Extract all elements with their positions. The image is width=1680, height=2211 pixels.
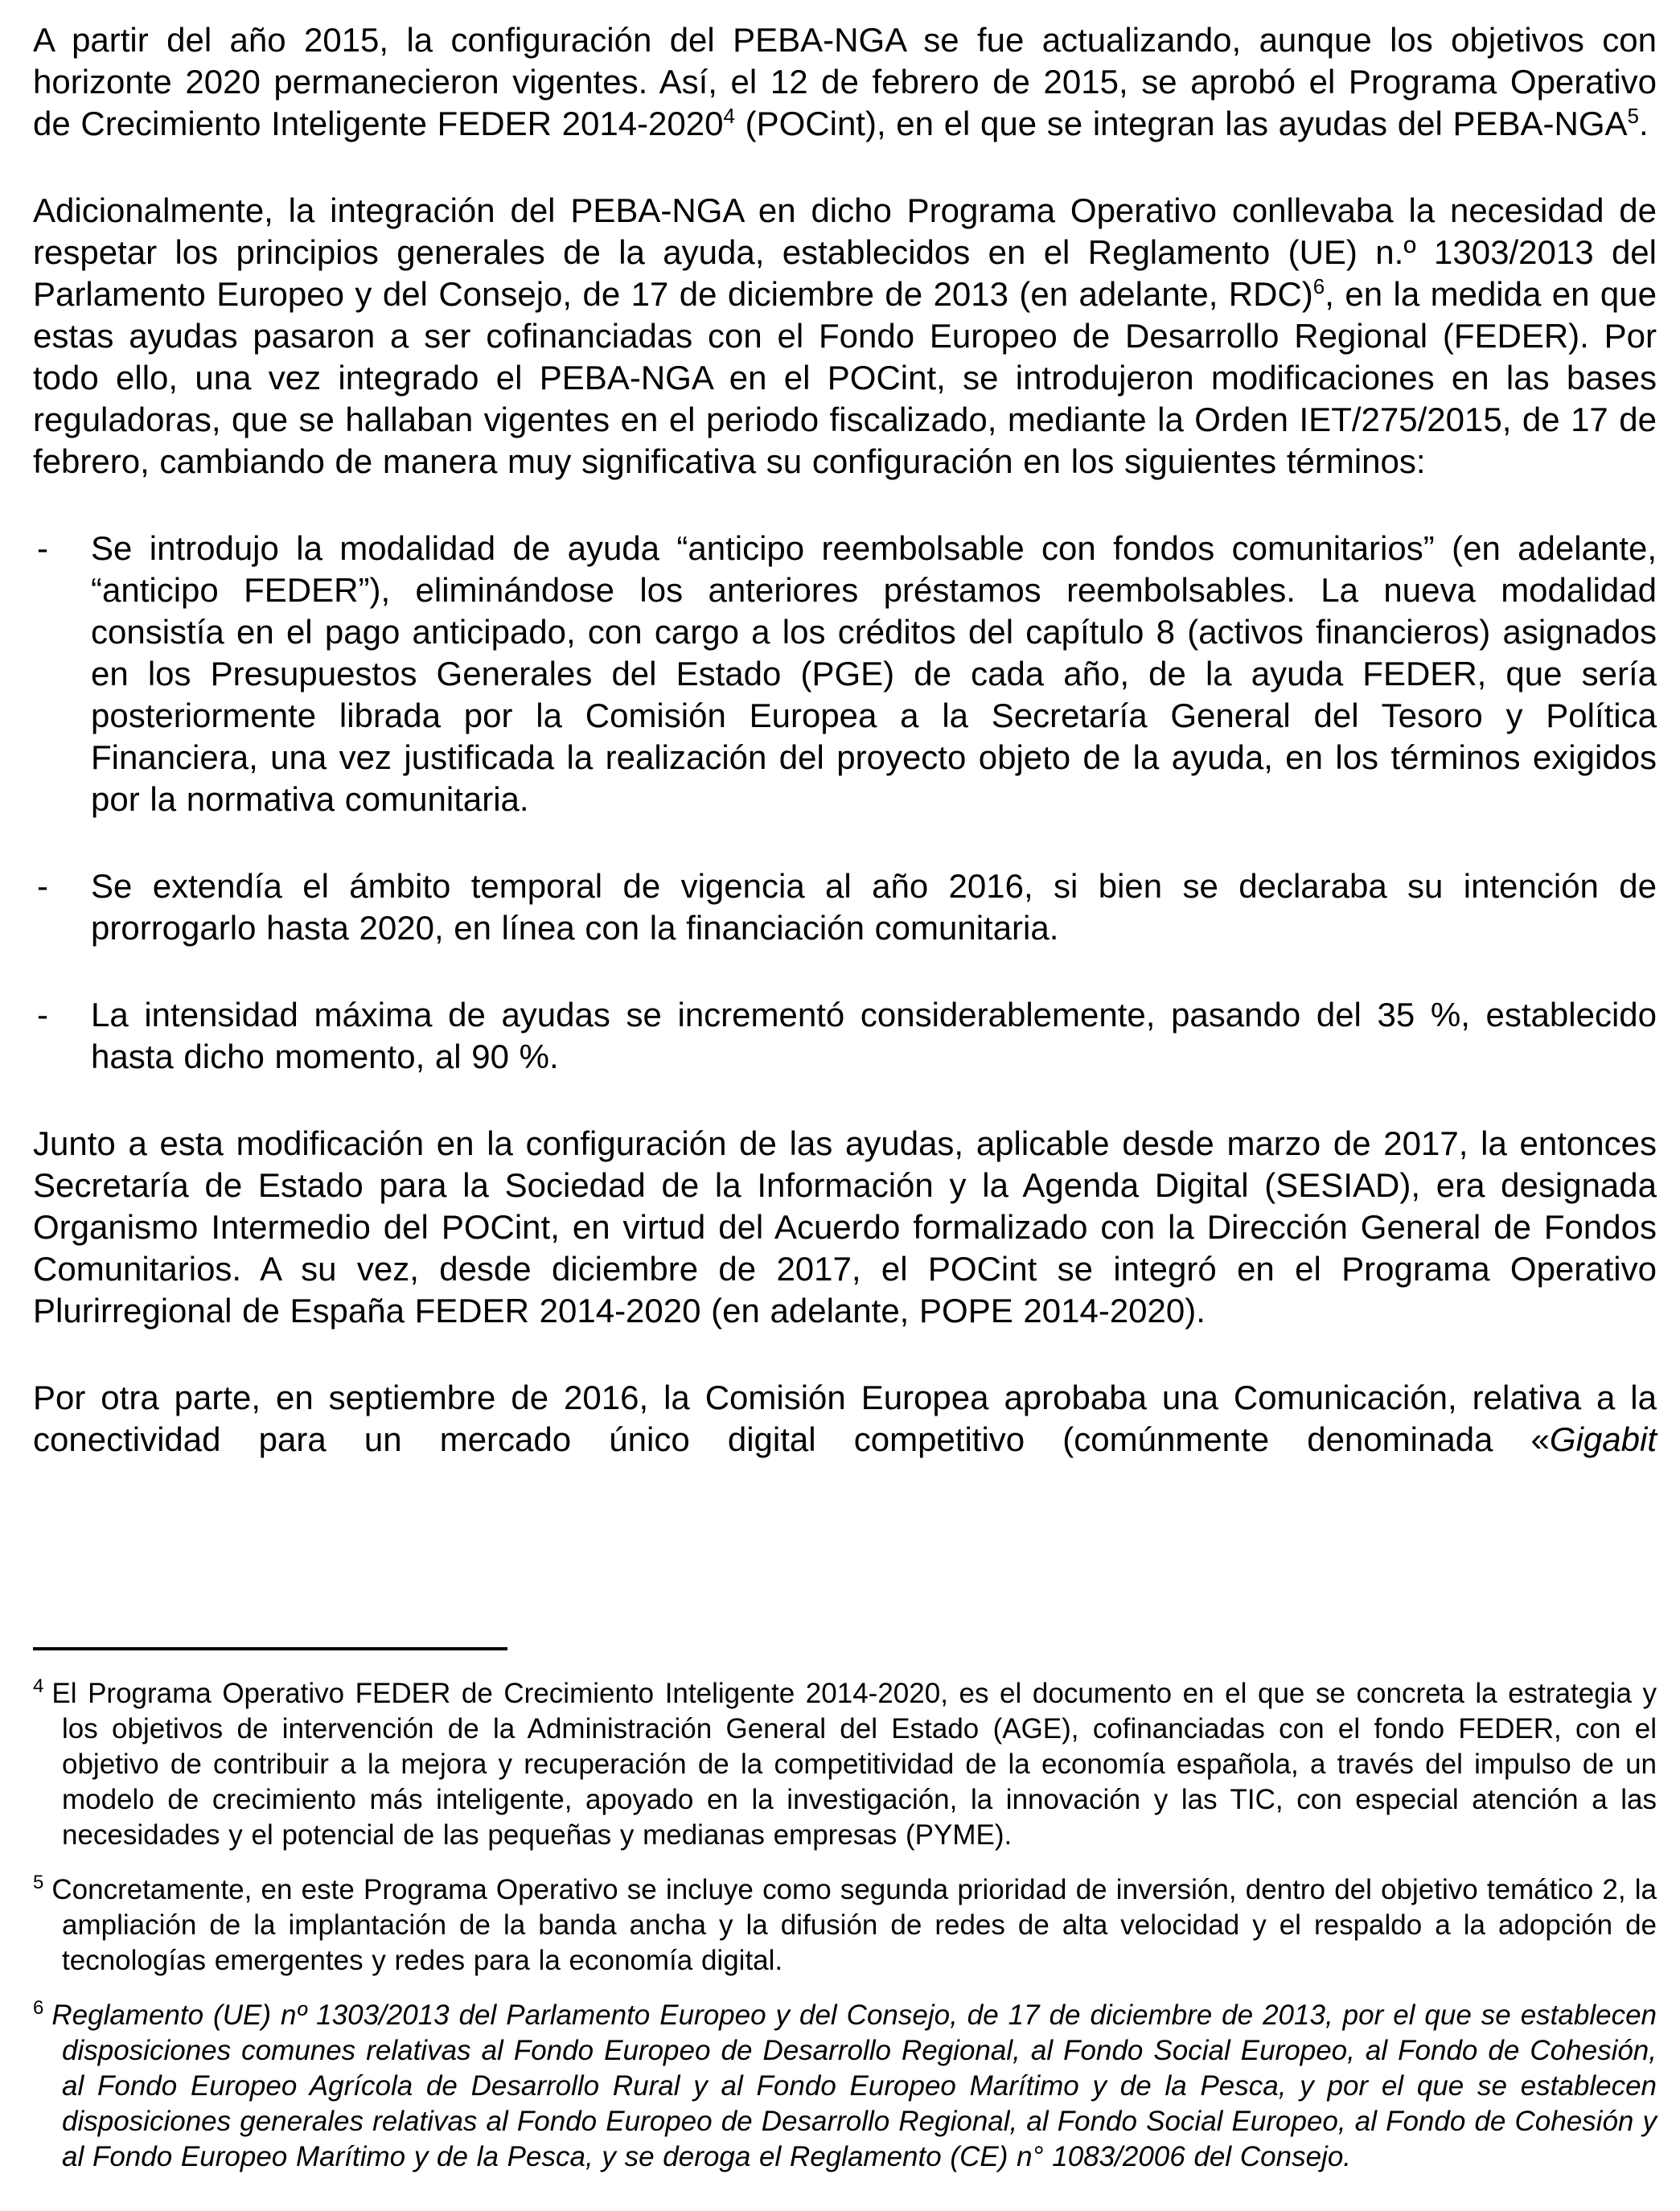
- footnote-5-text: Concretamente, en este Programa Operativo se incluye como segunda prioridad de inversión, dentro del objetivo temático 2, la ampliación de la implantación de la banda ancha y la difusión de redes de alta velocidad y el respaldo a la adopción de tecnologías emergentes y redes para la economía digital.: [51, 1874, 1657, 1976]
- paragraph-2: [33, 190, 1657, 483]
- paragraph-1-text: A partir del año 2015, la configuración del PEBA-NGA se fue actualizando, aunque los objetivos con horizonte 2020 permanecieron vigentes. Así, el 12 de febrero de 2015, se aprobó el Programa Operativo de Crecimiento Inteligente FEDER 2014-2020: [33, 21, 1657, 142]
- paragraph-4: [33, 1377, 1657, 1461]
- footnote-separator: [33, 1647, 507, 1650]
- footnote-ref-5: 5: [1627, 104, 1639, 128]
- paragraph-2-text: Adicionalmente, la integración del PEBA-NGA en dicho Programa Operativo conllevaba la necesidad de respetar los principios generales de la ayuda, establecidos en el Reglamento (UE) n.º 1303/2013 del Parlamento Europeo y del Consejo, de 17 de diciembre de 2013 (en adelante, RDC): [33, 191, 1657, 313]
- paragraph-4-text: Por otra parte, en septiembre de 2016, la Comisión Europea aprobaba una Comunicación, relativa a la conectividad para un mercado único digital competitivo (comúnmente denominada «: [33, 1379, 1657, 1458]
- bullet-item-1-text: Se introdujo la modalidad de ayuda “anticipo reembolsable con fondos comunitarios” (en adelante, “anticipo FEDER”), eliminándose los anteriores préstamos reembolsables. La nueva modalidad consistía en el pago anticipado, con cargo a los créditos del capítulo 8 (activos financieros) asignados en los Presupuestos Generales del Estado (PGE) de cada año, de la ayuda FEDER, que sería posteriormente librada por la Comisión Europea a la Secretaría General del Tesoro y Política Financiera, una vez justificada la realización del proyecto objeto de la ayuda, en los términos exigidos por la normativa comunitaria.: [91, 529, 1657, 818]
- footnote-6-text: Reglamento (UE) nº 1303/2013 del Parlamento Europeo y del Consejo, de 17 de diciembre de 2013, por el que se establecen disposiciones comunes relativas al Fondo Europeo de Desarrollo Regional, al Fondo Social Europeo, al Fondo de Cohesión, al Fondo Europeo Agrícola de Desarrollo Rural y al Fondo Europeo Marítimo y de la Pesca, y por el que se establecen disposiciones generales relativas al Fondo Europeo de Desarrollo Regional, al Fondo Social Europeo, al Fondo de Cohesión y al Fondo Europeo Marítimo y de la Pesca, y se deroga el Reglamento (CE) n° 1083/2006 del Consejo.: [51, 1999, 1657, 2172]
- dash-marker: -: [37, 529, 48, 567]
- paragraph-1-text: .: [1638, 105, 1649, 142]
- bullet-item-2: [33, 865, 1657, 949]
- paragraph-2-text: , en la medida en que estas ayudas pasaron a ser cofinanciadas con el Fondo Europeo de Desarrollo Regional (FEDER). Por todo ello, una vez integrado el PEBA-NGA en el POCint, se introdujeron modificaciones en las bases reguladoras, que se hallaban vigentes en el periodo fiscalizado, mediante la Orden IET/275/2015, de 17 de febrero, cambiando de manera muy significativa su configuración en los siguientes términos:: [33, 275, 1657, 480]
- footnote-5: [33, 1872, 1657, 1979]
- footnote-5-number: 5: [33, 1872, 44, 1894]
- footnotes-section: [33, 1647, 1657, 2194]
- footnote-6-number: 6: [33, 1997, 44, 2020]
- dash-marker: -: [37, 996, 48, 1034]
- paragraph-3: Junto a esta modificación en la configuración de las ayudas, aplicable desde marzo de 2017, la entonces Secretaría de Estado para la Sociedad de la Información y la Agenda Digital (SESIAD), era designada Organismo Intermedio del POCint, en virtud del Acuerdo formalizado con la Dirección General de Fondos Comunitarios. A su vez, desde diciembre de 2017, el POCint se integró en el Programa Operativo Plurirregional de España FEDER 2014-2020 (en adelante, POPE 2014-2020).: [33, 1124, 1657, 1329]
- paragraph-1: [33, 19, 1657, 145]
- bullet-item-3-text: La intensidad máxima de ayudas se incrementó considerablemente, pasando del 35 %, establecido hasta dicho momento, al 90 %.: [91, 996, 1657, 1075]
- footnote-ref-6: 6: [1312, 274, 1325, 298]
- paragraph-1-text: (POCint), en el que se integran las ayudas del PEBA-NGA: [734, 105, 1628, 142]
- footnote-4-number: 4: [33, 1675, 44, 1698]
- dash-marker: -: [37, 867, 48, 905]
- bullet-item-2-text: Se extendía el ámbito temporal de vigencia al año 2016, si bien se declaraba su intención de prorrogarlo hasta 2020, en línea con la financiación comunitaria.: [91, 867, 1657, 947]
- bullet-item-3: [33, 994, 1657, 1078]
- footnote-ref-4: 4: [723, 104, 735, 128]
- footnote-4: [33, 1676, 1657, 1853]
- paragraph-4-italic-text: Gigabit: [1549, 1420, 1657, 1458]
- footnote-6: [33, 1998, 1657, 2175]
- footnote-4-text: El Programa Operativo FEDER de Crecimiento Inteligente 2014-2020, es el documento en el que se concreta la estrategia y los objetivos de intervención de la Administración General del Estado (AGE), cofinanciadas con el fondo FEDER, con el objetivo de contribuir a la mejora y recuperación de la competitividad de la economía española, a través del impulso de un modelo de crecimiento más inteligente, apoyado en la investigación, la innovación y las TIC, con especial atención a las necesidades y el potencial de las pequeñas y medianas empresas (PYME).: [51, 1678, 1657, 1851]
- main-text: [33, 19, 1657, 1506]
- bullet-item-1: [33, 528, 1657, 820]
